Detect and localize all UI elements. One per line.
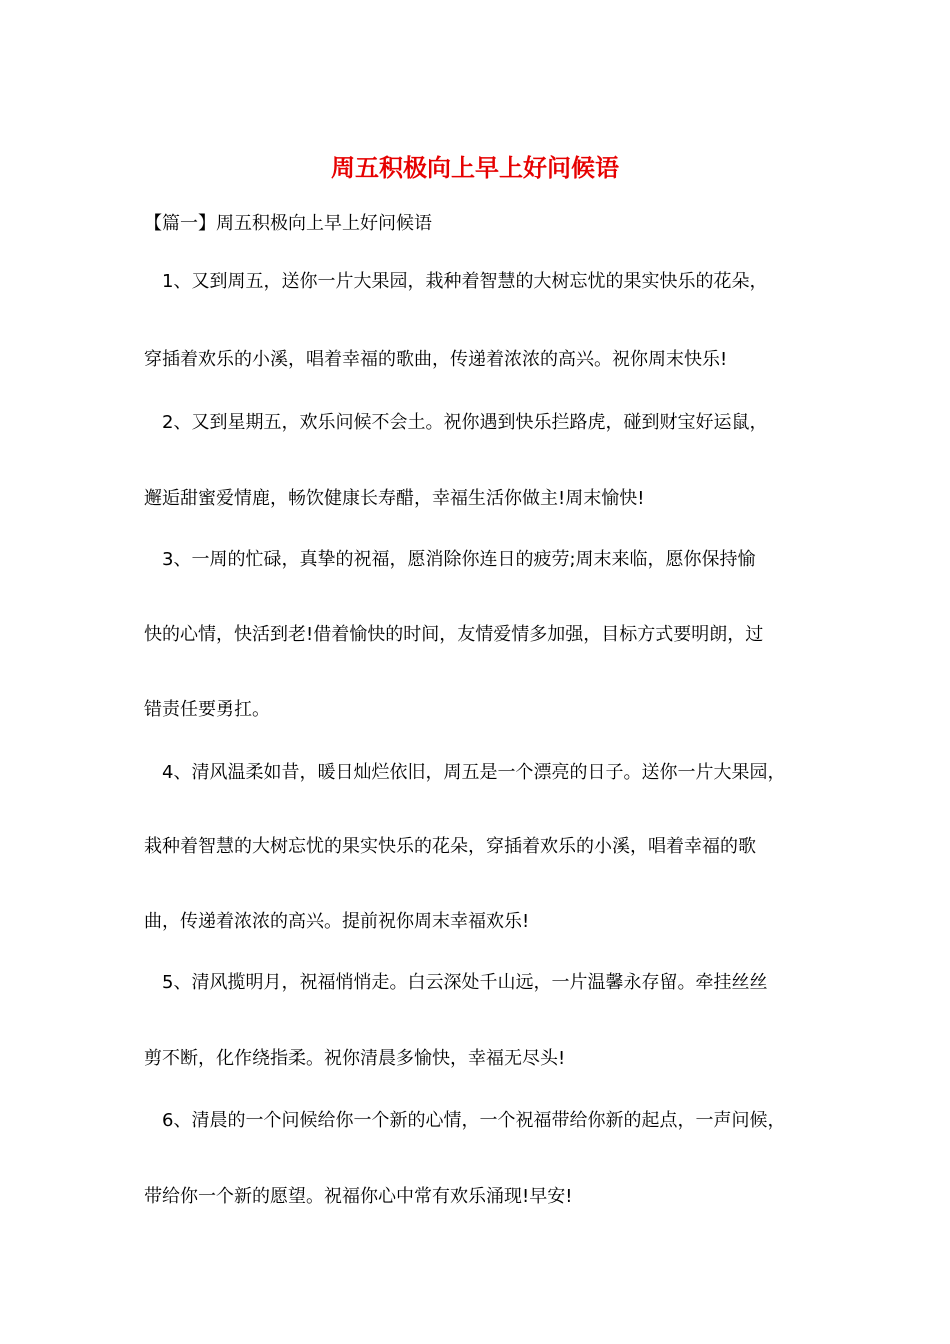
paragraph-line: 3、一周的忙碌，真挚的祝福，愿消除你连日的疲劳;周末来临，愿你保持愉 [162,549,756,570]
paragraph-line: 6、清晨的一个问候给你一个新的心情，一个祝福带给你新的起点，一声问候， [162,1110,786,1131]
paragraph-line: 栽种着智慧的大树忘忧的果实快乐的花朵，穿插着欢乐的小溪，唱着幸福的歌 [144,836,756,857]
paragraph-line: 快的心情，快活到老!借着愉快的时间，友情爱情多加强，目标方式要明朗，过 [144,624,764,645]
paragraph-line: 1、又到周五，送你一片大果园，栽种着智慧的大树忘忧的果实快乐的花朵， [162,271,768,292]
document-title: 周五积极向上早上好问候语 [331,154,619,182]
paragraph-line: 曲，传递着浓浓的高兴。提前祝你周末幸福欢乐! [144,911,530,932]
paragraph-line: 错责任要勇扛。 [144,699,270,720]
paragraph-line: 4、清风温柔如昔，暖日灿烂依旧，周五是一个漂亮的日子。送你一片大果园， [162,762,786,783]
paragraph-line: 穿插着欢乐的小溪，唱着幸福的歌曲，传递着浓浓的高兴。祝你周末快乐! [144,349,728,370]
section-heading: 【篇一】周五积极向上早上好问候语 [144,213,432,234]
paragraph-line: 2、又到星期五，欢乐问候不会土。祝你遇到快乐拦路虎，碰到财宝好运鼠， [162,412,768,433]
paragraph-line: 剪不断，化作绕指柔。祝你清晨多愉快，幸福无尽头! [144,1048,566,1069]
paragraph-line: 带给你一个新的愿望。祝福你心中常有欢乐涌现!早安! [144,1186,573,1207]
paragraph-line: 邂逅甜蜜爱情鹿，畅饮健康长寿醋，幸福生活你做主!周末愉快! [144,488,645,509]
paragraph-line: 5、清风揽明月，祝福悄悄走。白云深处千山远，一片温馨永存留。牵挂丝丝 [162,972,768,993]
